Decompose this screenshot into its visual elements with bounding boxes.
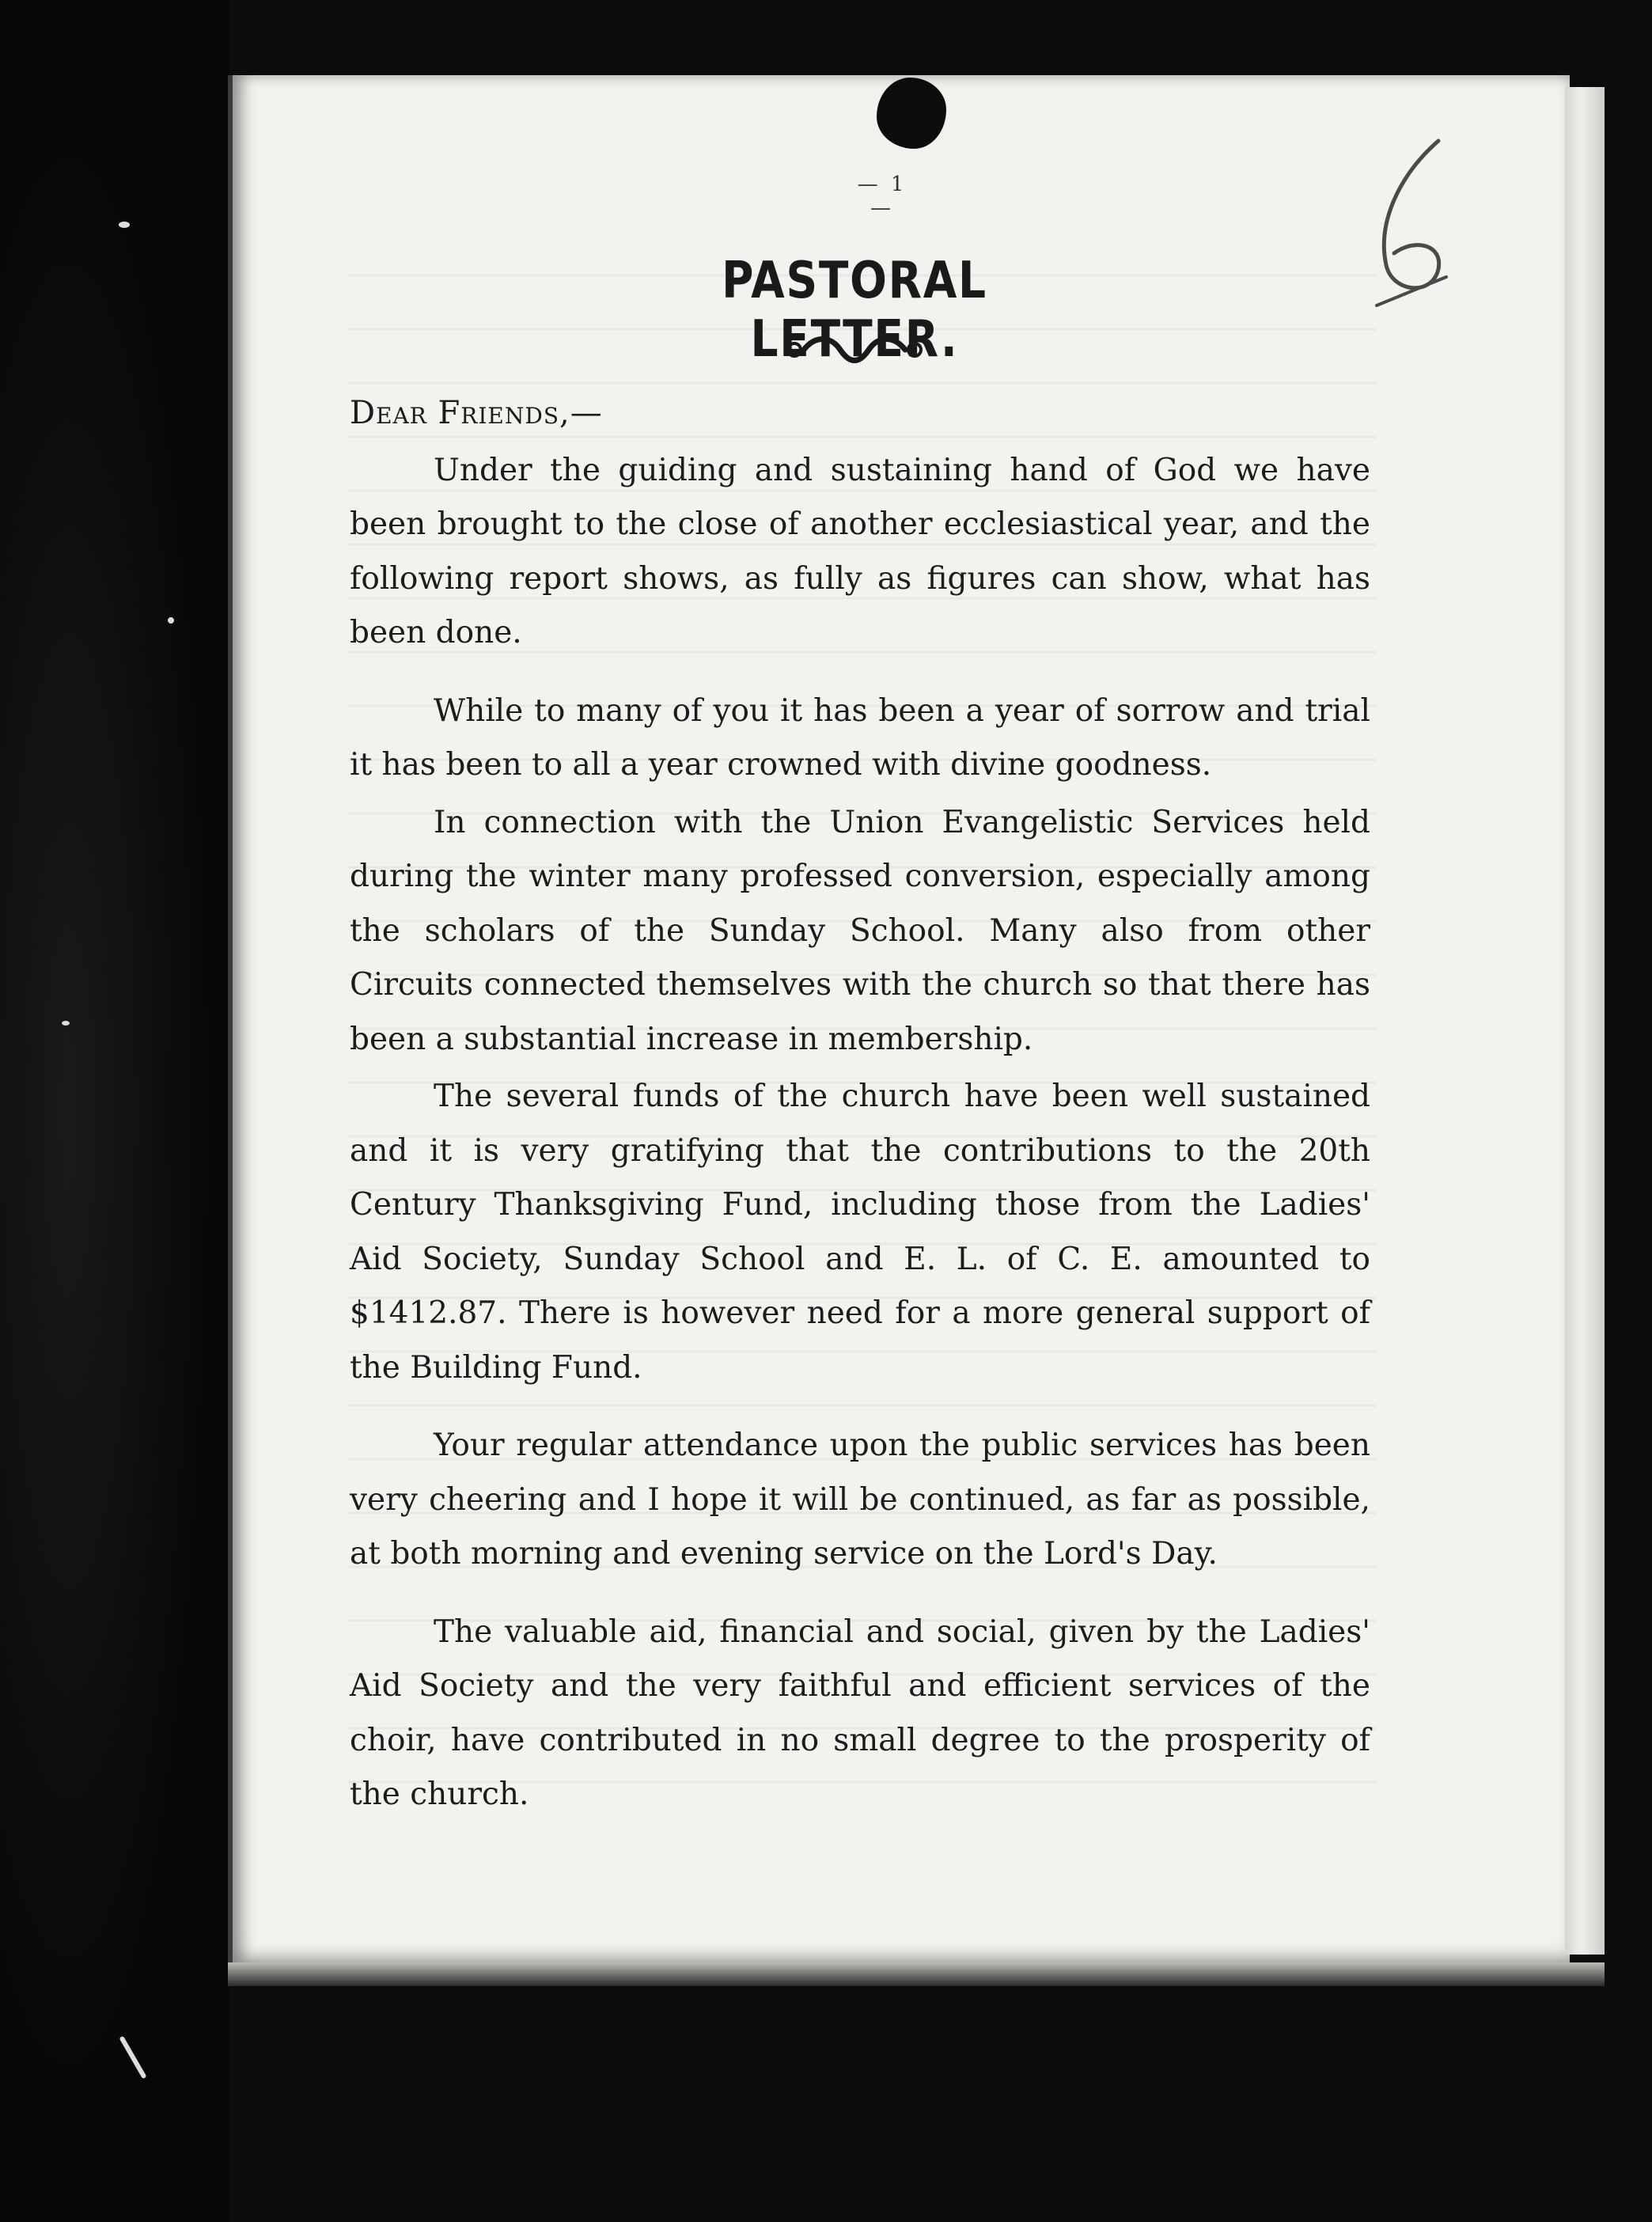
dust-speck: [62, 1021, 70, 1026]
dust-speck: [119, 222, 130, 228]
ink-blot: [877, 78, 946, 149]
page-bottom-shadow: [228, 1962, 1605, 1986]
paragraph: The valuable aid, financial and social, given by the Ladies' Aid Society and the very faithful and efficient services of the choir, have contributed in no small degree to the prosperity of the church.: [350, 1613, 1370, 1812]
paragraph: While to many of you it has been a year of sorrow and trial it has been to all a year crowned with divine goodness.: [350, 692, 1370, 783]
ornament-icon: [783, 332, 926, 367]
paragraph: In connection with the Union Evangelistic Services held during the winter many professed conversion, especially among the scholars of the Sunday School. Many also from other Circuits connected themselves with the church so that there has been a substantial increase in membership.: [350, 804, 1370, 1057]
handwritten-page-number: [1345, 127, 1472, 317]
paragraph: Your regular attendance upon the public services has been very cheering and I hope it will be continued, as far as possible, at both morning and evening service on the Lord's Day.: [350, 1428, 1370, 1572]
letter-body: [350, 386, 1370, 1822]
page-marker: — 1 —: [857, 173, 907, 220]
page-edge: [1565, 87, 1605, 1955]
paragraph: The several funds of the church have been well sustained and it is very gratifying that the contributions to the 20th Century Thanksgiving Fund, including those from the Ladies' Aid Society, Sunday School and E. L. of C. E. amounted to $1412.87. There is however need for a more general support of the Building Fund.: [350, 1079, 1370, 1386]
microfilm-border: [0, 0, 229, 2222]
dust-speck: [168, 617, 174, 624]
letter-title: PASTORAL LETTER.: [722, 252, 987, 369]
salutation: Dear Friends,—: [350, 395, 603, 431]
paragraph: Under the guiding and sustaining hand of God we have been brought to the close of another ecclesiastical year, and the following report shows, as fully as figures can show, what has been done.: [350, 452, 1370, 650]
dust-speck: [119, 2036, 146, 2080]
